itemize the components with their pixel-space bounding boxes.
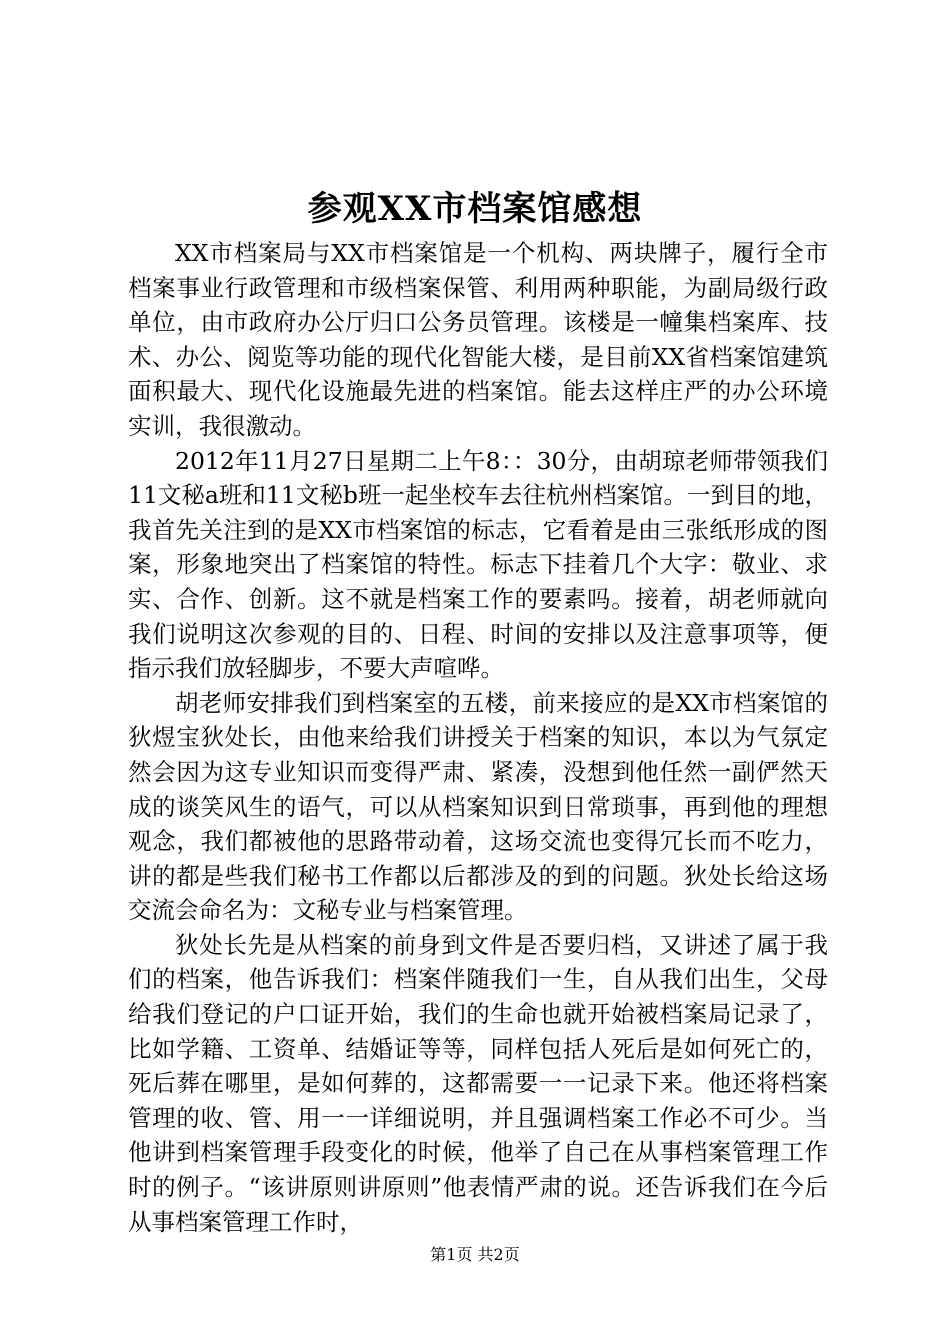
paragraph-2: 2012年11月27日星期二上午8：：30分，由胡琼老师带领我们11文秘a班和11文秘b班一起坐校车去往杭州档案馆。一到目的地，我首先关注到的是XX市档案馆的标志，它看着是由三张纸形成的图案，形象地突出了档案馆的特性。标志下挂着几个大字：敬业、求实、合作、创新。这不就是档案工作的要素吗。接着，胡老师就向我们说明这次参观的目的、日程、时间的安排以及注意事项等，便指示我们放轻脚步，不要大声喧哗。 [128,446,828,683]
paragraph-1: XX市档案局与XX市档案馆是一个机构、两块牌子，履行全市档案事业行政管理和市级档案保管、利用两种职能，为副局级行政单位，由市政府办公厅归口公务员管理。该楼是一幢集档案库、技术、办公、阅览等功能的现代化智能大楼，是目前XX省档案馆建筑面积最大、现代化设施最先进的档案馆。能去这样庄严的办公环境实训，我很激动。 [128,239,828,440]
page-number-footer: 第1页 共2页 [430,1245,520,1264]
document-body [128,236,828,1239]
paragraph-4: 狄处长先是从档案的前身到文件是否要归档，又讲述了属于我们的档案，他告诉我们：档案伴随我们一生，自从我们出生，父母给我们登记的户口证开始，我们的生命也就开始被档案局记录了，比如学籍、工资单、结婚证等等，同样包括人死后是如何死亡的，死后葬在哪里，是如何葬的，这都需要一一记录下来。他还将档案管理的收、管、用一一详细说明，并且强调档案工作必不可少。当他讲到档案管理手段变化的时候，他举了自己在从事档案管理工作时的例子。“该讲原则讲原则”他表情严肃的说。还告诉我们在今后从事档案管理工作时， [128,930,828,1236]
document-title: 参观XX市档案馆感想 [307,189,643,229]
paragraph-3: 胡老师安排我们到档案室的五楼，前来接应的是XX市档案馆的狄煜宝狄处长，由他来给我们讲授关于档案的知识，本以为气氛定然会因为这专业知识而变得严肃、紧凑，没想到他任然一副俨然天成的谈笑风生的语气，可以从档案知识到日常琐事，再到他的理想观念，我们都被他的思路带动着，这场交流也变得冗长而不吃力，讲的都是些我们秘书工作都以后都涉及的到的问题。狄处长给这场交流会命名为：文秘专业与档案管理。 [128,688,828,925]
